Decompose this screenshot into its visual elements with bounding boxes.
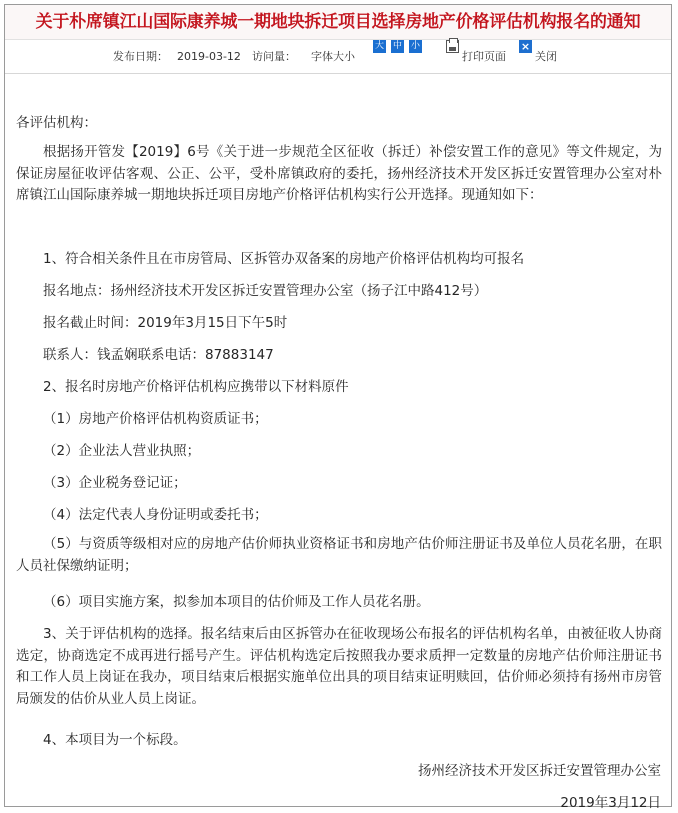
font-size-small-button[interactable]: 小 (410, 41, 420, 51)
item-4: 4、本项目为一个标段。 (43, 732, 187, 748)
item-3: 3、关于评估机构的选择。报名结束后由区拆管办在征收现场公布报名的评估机构名单，由被征收人协商选定，协商选定不成再进行摇号产生。评估机构选定后按照我办要求质押一定数量的房地产估价师注册证书和工作人员上岗证在我办，项目结束后根据实施单位出具的项目结束证明赎回，估价师必须持有扬州市房管局颁发的估价从业人员上岗证。 (16, 626, 662, 707)
item-2: 2、报名时房地产价格评估机构应携带以下材料原件 (43, 379, 349, 395)
contact-info: 联系人：钱孟娴联系电话：87883147 (43, 347, 274, 363)
item-1: 1、符合相关条件且在市房管局、区拆管办双备案的房地产价格评估机构均可报名 (43, 251, 525, 267)
doc-item-6: （6）项目实施方案，拟参加本项目的估价师及工作人员花名册。 (43, 594, 430, 610)
font-size-label: 字体大小 (311, 50, 355, 63)
registration-location: 报名地点：扬州经济技术开发区拆迁安置管理办公室（扬子江中路412号） (43, 283, 488, 299)
signature: 扬州经济技术开发区拆迁安置管理办公室 (418, 763, 661, 779)
doc-item-5: （5）与资质等级相对应的房地产估价师执业资格证书和房地产估价师注册证书及单位人员花名册，在职人员社保缴纳证明； (16, 536, 662, 574)
notice-window (4, 4, 672, 811)
doc-item-4: （4）法定代表人身份证明或委托书； (43, 507, 268, 523)
sign-date: 2019年3月12日 (560, 795, 661, 811)
print-page-link[interactable]: 打印页面 (462, 50, 506, 63)
intro-paragraph: 根据扬开管发【2019】6号《关于进一步规范全区征收（拆迁）补偿安置工作的意见》等文件规定，为保证房屋征收评估客观、公正、公平，受朴席镇政府的委托，扬州经济技术开发区拆迁安置管理办公室对朴席镇江山国际康养城一期地块拆迁项目房地产价格评估机构实行公开选择。现通知如下： (16, 144, 662, 203)
notice-title: 关于朴席镇江山国际康养城一期地块拆迁项目选择房地产价格评估机构报名的通知 (5, 5, 671, 39)
meta-bar (5, 39, 671, 74)
font-size-large-button[interactable]: 大 (374, 41, 384, 51)
publish-label: 发布日期： (113, 50, 168, 63)
doc-item-3: （3）企业税务登记证； (43, 475, 187, 491)
print-icon[interactable] (446, 40, 459, 53)
publish-date: 2019-03-12 (177, 50, 241, 63)
doc-item-2: （2）企业法人营业执照； (43, 443, 201, 459)
close-link[interactable]: 关闭 (535, 50, 557, 63)
registration-deadline: 报名截止时间：2019年3月15日下午5时 (43, 315, 288, 331)
close-icon[interactable]: × (520, 40, 531, 53)
font-size-medium-button[interactable]: 中 (392, 41, 402, 51)
salutation: 各评估机构： (16, 115, 97, 131)
views-label: 访问量： (252, 50, 296, 63)
doc-item-1: （1）房地产价格评估机构资质证书； (43, 411, 268, 427)
